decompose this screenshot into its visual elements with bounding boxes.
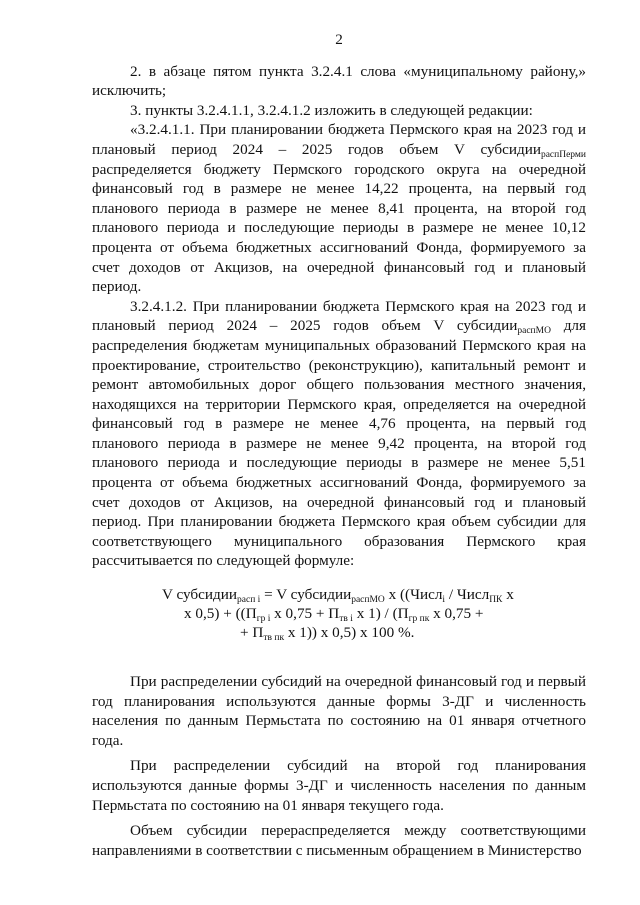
clause-3241-2-rest: для распределения бюджетам муниципальных образований Пермского края на проектирование, строительство (реконструкцию), капитальный ремонт и ремонт автомобильных дорог общего пользования местного значения, находящихся на территории Пермского края, определяется на очередной финансовый год в размере не менее 4,76 процента, на первый год планового периода в размере не менее 9,42 процента, на второй год планового периода и последующие периоды в размере не менее 5,51 процента от объема бюджетных ассигнований Фонда, формируемого за счет доходов от Акцизов, на очередной финансовый год и плановый период. При планировании бюджета Пермского края объем субсидии для соответствующего муниципального образования Пермского края рассчитывается по следующей формуле:	[92, 317, 586, 570]
first-year-paragraph: При распределении субсидий на очередной финансовый год и первый год планирования используются данные формы 3-ДГ и численность населения по данным Пермьстата по состоянию на 01 января отчетного года.	[92, 673, 586, 749]
second-year-paragraph: При распределении субсидий на второй год планирования используются данные формы 3-ДГ и численность населения по данным Пермьстата по состоянию на 01 января текущего года.	[92, 757, 586, 814]
subsidy-formula	[92, 585, 586, 642]
clause-3241-2-lead: 3.2.4.1.2. При планировании бюджета Пермского края на 2023 год и плановый период 2024 – 2025 годов объем V субсидии	[92, 297, 586, 335]
clause-3241-1-paragraph	[92, 120, 586, 296]
item-3-paragraph: 3. пункты 3.2.4.1.1, 3.2.4.1.2 изложить в следующей редакции:	[130, 101, 533, 119]
clause-3241-2-subscript: распМО	[517, 326, 551, 337]
clause-3241-1-lead: «3.2.4.1.1. При планировании бюджета Пермского края на 2023 год и плановый период 2024 – 2025 годов объем V субсидии	[92, 121, 586, 158]
clause-3241-1-rest: распределяется бюджету Пермского городского округа на очередной финансовый год в размере не менее 14,22 процента, на первый год планового периода в размере не менее 8,41 процента, на второй год планового периода и последующие периоды в размере не менее 10,12 процента от объема бюджетных ассигнований Фонда, формируемого за счет доходов от Акцизов, на очередной финансовый год и плановый период.	[92, 160, 586, 296]
formula-line-3: + $П_{тв пк}$ x 1)) x 0,5) x 100 %.	[240, 624, 415, 644]
formula-line-2: x $0,5) + ((П_{гр i}$ x $0,75 + П_{тв i}$ x $1) / (П_{гр пк}$ x 0,75 +	[184, 605, 484, 625]
clause-3241-1-subscript: распПерми	[540, 149, 586, 160]
formula-line-1: V субсидии$_{расп i}$ = V субсидии$_{распМО}$ x ((Числ$_i$ / Числ$_{ПК}$ x	[162, 586, 514, 606]
clause-3241-2-paragraph	[92, 297, 586, 571]
document-page	[92, 30, 586, 860]
page-number: 2	[335, 31, 343, 48]
redistribution-paragraph: Объем субсидии перераспределяется между соответствующими направлениями в соответствии с письменным обращением в Министерство	[92, 822, 586, 859]
item-2-paragraph: 2. в абзаце пятом пункта 3.2.4.1 слова «муниципальному району,» исключить;	[92, 62, 586, 100]
